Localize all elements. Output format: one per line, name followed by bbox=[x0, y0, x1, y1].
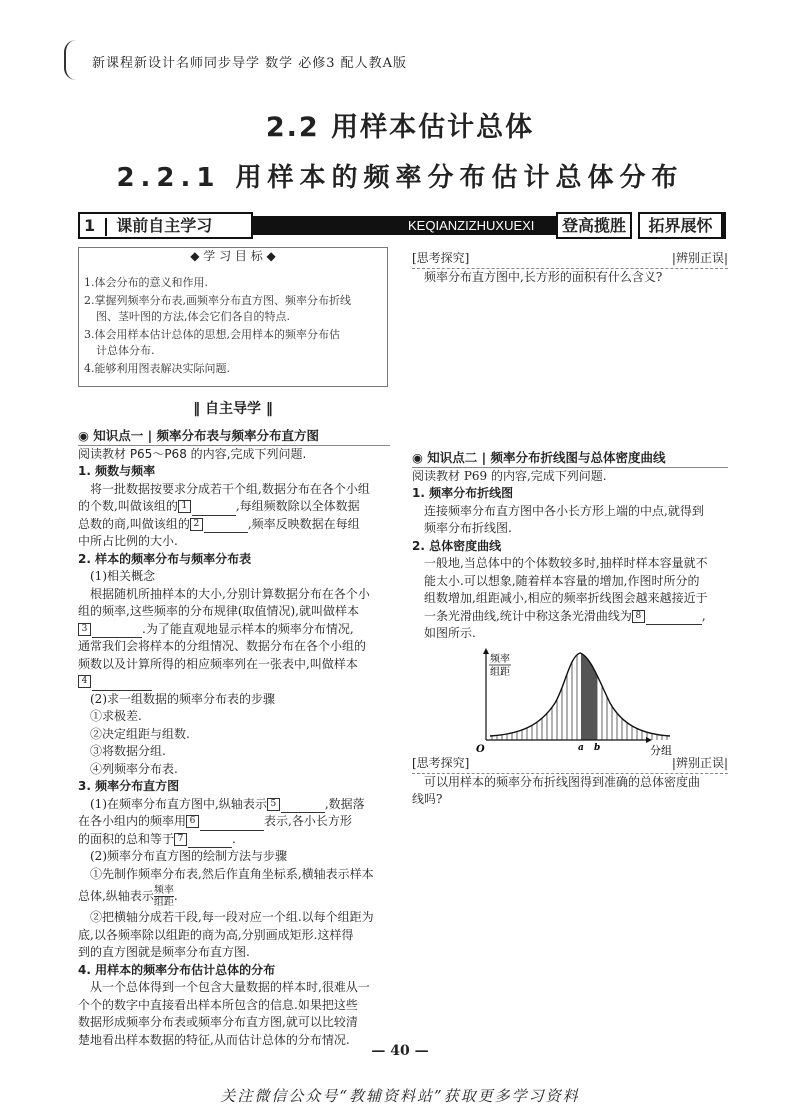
kp1-intro: 阅读教材 P65～P68 的内容,完成下列问题. bbox=[78, 446, 307, 461]
page-number: — 40 — bbox=[371, 1043, 429, 1059]
text-line: 总数的商,叫做该组的 2 ,频率反映数据在每组 bbox=[78, 516, 390, 534]
text-line: 能太小.可以想象,随着样本容量的增加,作图时所分的 bbox=[424, 573, 700, 588]
fraction: $\frac{\text{频率}}{\text{组距}}$ bbox=[153, 885, 174, 908]
text-line: 一般地,当总体中的个体数较多时,抽样时样本容量就不 bbox=[424, 556, 708, 570]
goal-item: 3.体会用样本估计总体的思想,会用样本的频率分布估 bbox=[84, 328, 340, 341]
text-line: 组的频率,这些频率的分布规律(取值情况),就叫做样本 bbox=[78, 604, 359, 618]
goals-title: ◆ 学 习 目 标 ◆ bbox=[190, 249, 276, 263]
banner-number: 1 bbox=[84, 216, 96, 235]
ylabel-bottom: 组距 bbox=[490, 667, 510, 678]
text-line: 可以用样本的频率分布折线图得到准确的总体密度曲 bbox=[424, 774, 701, 789]
text-line: 的面积的总和等于 7 . bbox=[78, 831, 390, 849]
density-figure bbox=[470, 648, 685, 758]
text-line: 3 .为了能直观地显示样本的频率分布情况, bbox=[78, 621, 390, 639]
text-line: 数据形成频率分布表或频率分布直方图,就可以比较清 bbox=[78, 1015, 358, 1029]
running-header: 新课程新设计名师同步导学 数学 必修3 配人教A版 bbox=[92, 56, 408, 71]
banner-pinyin: KEQIANZIZHUXUEXI bbox=[248, 216, 608, 235]
goal-item: 2.掌握列频率分布表,画频率分布直方图、频率分布折线 bbox=[84, 294, 351, 307]
banner-left-box bbox=[78, 212, 253, 239]
kp2-title: ◉ 知识点二 | 频率分布折线图与总体密度曲线 bbox=[412, 449, 728, 468]
text-line: 从一个总体得到一个包含大量数据的样本时,很难从一 bbox=[90, 980, 370, 994]
text-line: 到的直方图就是频率分布直方图. bbox=[78, 945, 250, 959]
text-line: 频率分布折线图. bbox=[424, 521, 512, 535]
text-line: 底,以各频率除以组距的商为高,分别画成矩形.这样得 bbox=[78, 927, 354, 942]
text-line: ①求极差. bbox=[90, 709, 142, 723]
text-line: (2)频率分布直方图的绘制方法与步骤 bbox=[90, 849, 287, 863]
banner-label: 课前自主学习 bbox=[116, 216, 213, 235]
text-line: 在各小组内的频率用 6 表示,各小长方形 bbox=[78, 813, 390, 831]
text-line: 频数以及计算所得的相应频率列在一张表中,叫做样本 bbox=[78, 656, 358, 671]
bottom-note: 关注微信公众号“教辅资料站”获取更多学习资料 bbox=[220, 1087, 580, 1105]
text-line: (2)求一组数据的频率分布表的步骤 bbox=[90, 691, 275, 706]
xlabel: 分组 bbox=[650, 744, 672, 757]
histogram-bars bbox=[490, 648, 670, 740]
text-line: 将一批数据按要求分成若干个组,数据分布在各个小组 bbox=[90, 481, 370, 496]
banner-right1: 登高揽胜 bbox=[556, 212, 632, 239]
think-box-1 bbox=[412, 250, 728, 286]
banner-right2: 拓界展怀 bbox=[638, 212, 726, 239]
text-line: 根据随机所抽样本的大小,分别计算数据分布在各个小 bbox=[90, 586, 370, 601]
text-line: ②决定组距与组数. bbox=[90, 726, 190, 741]
section-banner bbox=[78, 212, 726, 239]
text-line: 总体,纵轴表示 $\frac{\text{频率}}{\text{组距}}$ . bbox=[78, 885, 178, 908]
think1-tags: [思考探究] |辨别正误| bbox=[412, 250, 728, 269]
text-line: 组数增加,组距减小,相应的频率折线图会越来越接近于 bbox=[424, 591, 708, 605]
a-label: a bbox=[578, 743, 584, 753]
text-line: ①先制作频率分布表,然后作直角坐标系,横轴表示样本 bbox=[90, 866, 374, 881]
think-box-2 bbox=[412, 755, 728, 809]
kp1-s2-head: 2. 样本的频率分布与频率分布表 bbox=[78, 551, 252, 566]
kp2-s1-head: 1. 频率分布折线图 bbox=[412, 486, 514, 500]
text-line: 连接频率分布直方图中各小长方形上端的中点,就得到 bbox=[424, 503, 704, 518]
text-line: 线吗? bbox=[412, 792, 443, 806]
goal-item: 图、茎叶图的方法,体会它们各自的特点. bbox=[96, 310, 290, 323]
text-line: 楚地看出样本数据的特征,从而估计总体的分布情况. bbox=[78, 1032, 350, 1047]
kp2-intro: 阅读教材 P69 的内容,完成下列问题. bbox=[412, 468, 607, 483]
goal-item: 1.体会分布的意义和作用. bbox=[84, 276, 208, 289]
header-ornament bbox=[64, 40, 76, 80]
text-line: 4 bbox=[78, 673, 390, 691]
ylabel-top: 频率 bbox=[490, 654, 510, 665]
text-line: 中所占比例的大小. bbox=[78, 534, 178, 548]
y-arrow bbox=[483, 648, 489, 654]
text-line: (1)在频率分布直方图中,纵轴表示 5 ,数据落 bbox=[78, 796, 390, 814]
text-line: (1)相关概念 bbox=[90, 569, 155, 583]
think2-tags: [思考探究] |辨别正误| bbox=[412, 755, 728, 774]
text-line: 通常我们会将样本的分组情况、数据分布在各个小组的 bbox=[78, 639, 367, 653]
text-line: ④列频率分布表. bbox=[90, 761, 178, 776]
goal-item: 4.能够利用图表解决实际问题. bbox=[84, 362, 230, 375]
b-label: b bbox=[594, 743, 601, 753]
origin-label: O bbox=[476, 744, 485, 755]
left-column bbox=[78, 427, 390, 1049]
kp1-s3-head: 3. 频率分布直方图 bbox=[78, 779, 180, 793]
kp1-s4-head: 4. 用样本的频率分布估计总体的分布 bbox=[78, 962, 276, 977]
text-line: 一条光滑曲线,统计中称这条光滑曲线为 8 , bbox=[412, 608, 728, 626]
goal-item: 计总体分布. bbox=[96, 344, 155, 357]
text-line: ②把横轴分成若干段,每一段对应一个组.以每个组距为 bbox=[90, 910, 374, 924]
kp1-title: ◉ 知识点一 | 频率分布表与频率分布直方图 bbox=[78, 427, 390, 446]
think1-question: 频率分布直方图中,长方形的面积有什么含义? bbox=[424, 269, 663, 284]
subsection-title: 2.2.1 用样本的频率分布估计总体分布 bbox=[116, 163, 684, 193]
text-line: ③将数据分组. bbox=[90, 744, 166, 758]
section-title: 2.2 用样本估计总体 bbox=[265, 112, 535, 143]
self-guide-heading: ‖ 自主导学 ‖ bbox=[193, 401, 273, 417]
banner-square-icon bbox=[534, 220, 546, 232]
text-line: 的个数,叫做该组的 1 ,每组频数除以全体数据 bbox=[78, 498, 390, 516]
right-column bbox=[412, 449, 728, 643]
kp2-s2-head: 2. 总体密度曲线 bbox=[412, 538, 502, 553]
text-line: 如图所示. bbox=[424, 626, 476, 640]
text-line: 个个的数字中直接看出样本所包含的信息.如果把这些 bbox=[78, 997, 358, 1012]
kp1-s1-head: 1. 频数与频率 bbox=[78, 464, 156, 478]
